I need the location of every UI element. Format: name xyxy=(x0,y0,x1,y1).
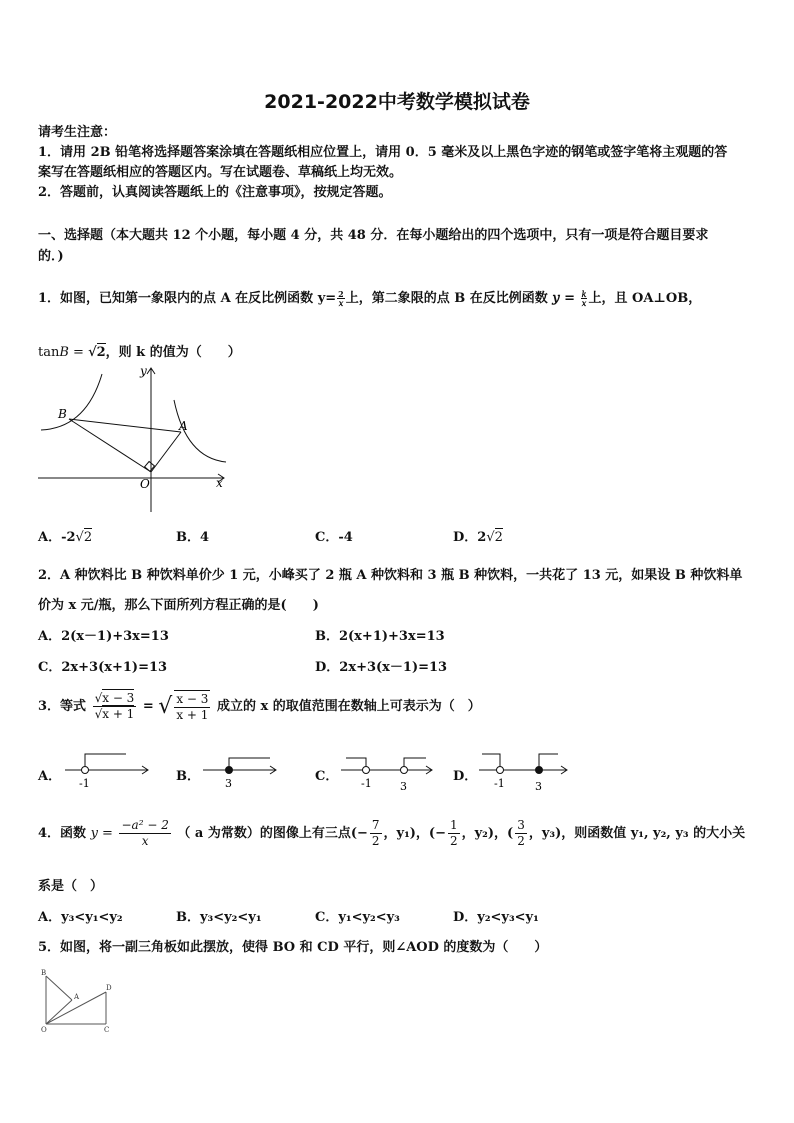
label-O: O xyxy=(140,477,150,491)
label-O: O xyxy=(41,1026,47,1034)
q3-number-line-c[interactable] xyxy=(336,748,436,790)
notice-heading: 请考生注意： xyxy=(38,125,117,140)
svg-text:-1: -1 xyxy=(79,777,90,790)
q4-option-b[interactable]: B．y₃<y₂<y₁ xyxy=(176,910,262,925)
q2-option-a[interactable]: A．2(x－1)+3x=13 xyxy=(38,629,169,644)
q3-option-c-label[interactable]: C． xyxy=(315,769,339,784)
section-heading-line-2: 的．) xyxy=(38,249,64,264)
q1-text-a: 1．如图，已知第一象限内的点 A 在反比例函数 y= xyxy=(38,291,337,306)
q4-stem-line-2: 系是（ ） xyxy=(38,879,104,894)
q3-stem: 3．等式 $\frac{√x - 3}{√x + 1}$ = √ $\frac{x - 3}{x + 1}$ 成立的 x 的取值范围在数轴上可表示为（ ） xyxy=(38,691,481,722)
notice-line-1a: 1．请用 2B 铅笔将选择题答案涂填在答题纸相应位置上，请用 0．5 毫米及以上黑色字迹的钢笔或签字笔将主观题的答 xyxy=(38,145,728,160)
svg-text:3: 3 xyxy=(225,777,232,790)
q2-option-c[interactable]: C．2x+3(x+1)=13 xyxy=(38,660,168,675)
q3-option-a-label[interactable]: A． xyxy=(38,769,62,784)
q1-option-b[interactable]: B．4 xyxy=(176,530,210,545)
section-heading-line-1: 一、选择题（本大题共 12 个小题，每小题 4 分，共 48 分．在每小题给出的四个选项中，只有一项是符合题目要求 xyxy=(38,228,709,243)
q4-stem-line-1: 4．函数 y = $\frac{\text{−a² − 2}}{x}$ （ a 为常数）的图像上有三点(− $\frac{7}{2}$ ，y₁)，(− $\frac{1}{2}$ ，y₂)，( $\frac{3}{2}$ ，y₃)，则函数值 y₁, y₂, y₃ 的大小关 xyxy=(38,818,746,848)
q1-option-d[interactable]: D．2√2 xyxy=(453,530,503,545)
label-D: D xyxy=(106,984,112,992)
q5-stem: 5．如图，将一副三角板如此摆放，使得 BO 和 CD 平行，则∠AOD 的度数为（ ） xyxy=(38,940,548,955)
q3-lhs-fraction: $\frac{√x - 3}{√x + 1}$ xyxy=(94,691,135,721)
q4-option-a[interactable]: A．y₃<y₁<y₂ xyxy=(38,910,123,925)
svg-text:3: 3 xyxy=(535,780,542,790)
svg-text:3: 3 xyxy=(400,780,407,790)
q1-fraction-a: $\frac{2}{\text{𝑥}}$ xyxy=(338,289,344,308)
q2-option-d[interactable]: D．2x+3(x－1)=13 xyxy=(315,660,448,675)
notice-line-2: 2．答题前，认真阅读答题纸上的《注意事项》，按规定答题。 xyxy=(38,185,392,200)
label-B: B xyxy=(58,407,67,421)
label-A: A xyxy=(179,419,188,433)
label-y: y xyxy=(140,364,147,378)
segment-OA xyxy=(151,432,181,472)
q4-option-d[interactable]: D．y₂<y₃<y₁ xyxy=(453,910,539,925)
q4-function-fraction: $\frac{\text{−a² − 2}}{x}$ xyxy=(121,818,169,848)
q1-option-c[interactable]: C．-4 xyxy=(315,530,353,545)
svg-text:-1: -1 xyxy=(361,777,372,790)
q2-stem-line-2: 价为 x 元/瓶，那么下面所列方程正确的是( ) xyxy=(38,598,319,613)
q1-option-a[interactable]: A．-2√2 xyxy=(38,530,93,545)
q4-option-c[interactable]: C．y₁<y₂<y₃ xyxy=(315,910,400,925)
notice-line-1b: 案写在答题纸相应的答题区内。写在试题卷、草稿纸上均无效。 xyxy=(38,165,403,180)
q1-text-c: 上，且 OA⊥OB， xyxy=(588,291,702,306)
q3-rhs-fraction: $\frac{x - 3}{x + 1}$ xyxy=(176,692,209,722)
q3-option-d-label[interactable]: D． xyxy=(453,769,478,784)
q3-option-b-label[interactable]: B． xyxy=(176,769,200,784)
label-B: B xyxy=(41,969,47,977)
q2-option-b[interactable]: B．2(x+1)+3x=13 xyxy=(315,629,445,644)
q1-figure xyxy=(36,362,236,514)
q2-stem-line-1: 2．A 种饮料比 B 种饮料单价少 1 元，小峰买了 2 瓶 A 种饮料和 3 瓶 B 种饮料，一共花了 13 元，如果设 B 种饮料单 xyxy=(38,568,743,583)
q3-number-line-d[interactable] xyxy=(474,748,574,790)
q5-figure xyxy=(38,968,118,1034)
q1-stem-line-1 xyxy=(38,287,701,307)
q1-stem-line-2: tan𝐵 = √2，则 k 的值为（ ） xyxy=(38,345,241,360)
q1-text-b: 上，第二象限的点 B 在反比例函数 xyxy=(345,291,548,306)
page-title: 2021-2022中考数学模拟试卷 xyxy=(264,91,530,113)
q3-number-line-a[interactable] xyxy=(60,748,160,790)
q1-k-function: 𝑦 = $\frac{\text{𝑘}}{\text{𝑥}}$ xyxy=(552,289,587,308)
label-x: x xyxy=(216,476,223,490)
svg-text:-1: -1 xyxy=(494,777,505,790)
q3-number-line-b[interactable] xyxy=(198,748,288,790)
label-C: C xyxy=(104,1026,110,1034)
label-A: A xyxy=(74,993,80,1001)
